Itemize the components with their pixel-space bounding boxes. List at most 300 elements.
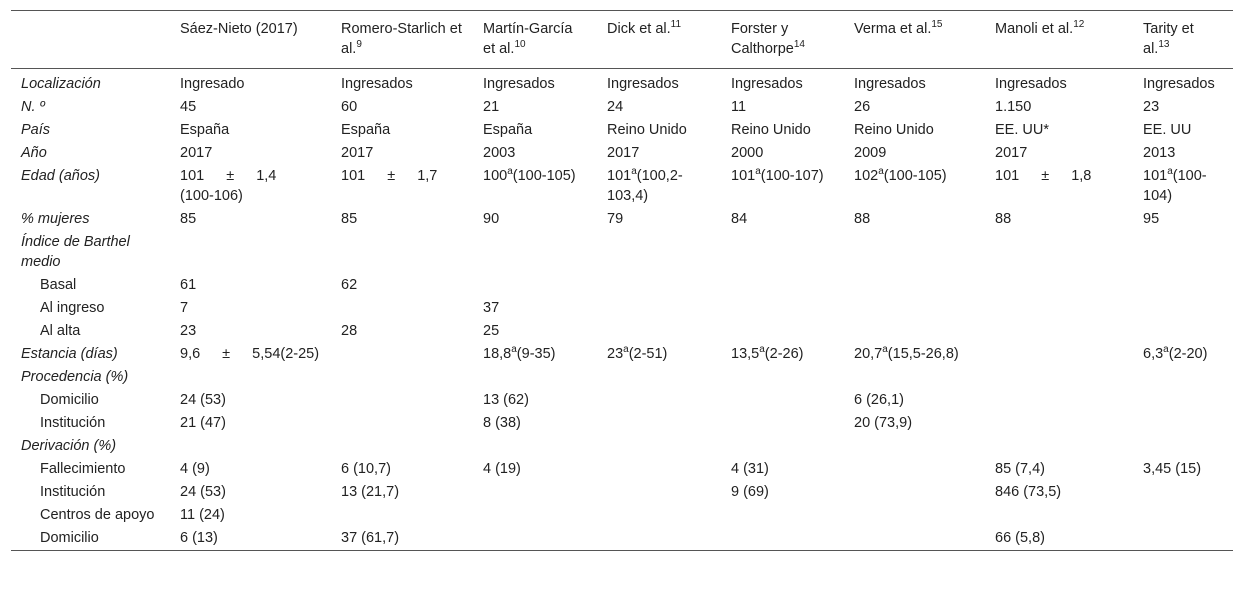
table-row <box>11 389 1233 412</box>
table-cell <box>1133 96 1233 119</box>
table-cell <box>331 231 473 274</box>
cell-value: 102 <box>854 168 879 184</box>
column-header-study-1 <box>170 11 331 69</box>
table-cell <box>331 165 473 208</box>
cell-value: Reino Unido <box>607 122 687 138</box>
cell-value: 37 <box>483 300 500 316</box>
table-cell <box>170 231 331 274</box>
reference-superscript: 15 <box>931 19 943 31</box>
table-cell <box>985 412 1133 435</box>
cell-value: 6 (10,7) <box>341 461 391 477</box>
table-row <box>11 297 1233 320</box>
table-cell <box>844 69 985 97</box>
cell-value: 13,5 <box>731 346 760 362</box>
table-cell <box>597 274 721 297</box>
reference-superscript: 12 <box>1073 19 1085 31</box>
table-cell <box>985 320 1133 343</box>
table-row <box>11 69 1233 97</box>
column-header-study-5 <box>721 11 844 69</box>
table-cell <box>721 458 844 481</box>
table-cell <box>597 69 721 97</box>
table-cell <box>597 504 721 527</box>
row-label: N. º <box>21 99 45 115</box>
table-cell <box>844 366 985 389</box>
column-header-study-6 <box>844 11 985 69</box>
table-cell <box>985 69 1133 97</box>
cell-value: 24 (53) <box>180 392 226 408</box>
cell-value: 85 <box>341 211 358 227</box>
table-cell <box>1133 366 1233 389</box>
row-label: Derivación (%) <box>21 438 117 454</box>
table-header <box>11 11 1233 69</box>
cell-value: Ingresados <box>607 76 679 92</box>
cell-range: (2-26) <box>764 346 804 362</box>
table-cell <box>597 389 721 412</box>
row-label: Procedencia (%) <box>21 369 129 385</box>
table-cell <box>473 297 597 320</box>
table-cell <box>597 343 721 366</box>
table-cell <box>473 208 597 231</box>
cell-range: (2-20) <box>1168 346 1208 362</box>
cell-value: 8 (38) <box>483 415 521 431</box>
table-cell <box>473 274 597 297</box>
table-cell <box>473 527 597 551</box>
cell-value: 2017 <box>180 145 213 161</box>
table-cell <box>597 119 721 142</box>
row-label: Localización <box>21 76 101 92</box>
row-label: % mujeres <box>21 211 90 227</box>
table-cell <box>721 481 844 504</box>
table-cell <box>597 208 721 231</box>
table-cell <box>844 297 985 320</box>
table-cell <box>721 165 844 208</box>
table-cell <box>170 297 331 320</box>
cell-value: 85 <box>180 211 197 227</box>
table-cell <box>985 481 1133 504</box>
column-header-text: Dick et al. <box>607 21 671 37</box>
table-row <box>11 412 1233 435</box>
table-cell <box>721 274 844 297</box>
table-cell <box>985 208 1133 231</box>
table-cell <box>844 504 985 527</box>
table-cell <box>331 96 473 119</box>
cell-value: 88 <box>854 211 871 227</box>
table-cell <box>473 96 597 119</box>
table-cell <box>985 504 1133 527</box>
reference-superscript: 10 <box>514 39 526 51</box>
cell-value: 4 (9) <box>180 461 210 477</box>
studies-comparison-table <box>11 10 1233 551</box>
cell-value: España <box>341 122 391 138</box>
table-cell <box>170 69 331 97</box>
table-cell <box>597 527 721 551</box>
row-label: Estancia (días) <box>21 346 118 362</box>
table-cell <box>597 165 721 208</box>
table-body <box>11 69 1233 551</box>
table-cell <box>721 343 844 366</box>
cell-value: España <box>483 122 533 138</box>
table-cell <box>985 527 1133 551</box>
cell-value: 21 (47) <box>180 415 226 431</box>
cell-value: EE. UU <box>1143 122 1192 138</box>
table-row <box>11 527 1233 551</box>
table-row <box>11 96 1233 119</box>
table-row <box>11 142 1233 165</box>
table-cell <box>1133 435 1233 458</box>
footnote-superscript: a <box>623 344 629 356</box>
cell-range: (9-35) <box>516 346 556 362</box>
table-cell <box>331 458 473 481</box>
cell-value: Ingresados <box>483 76 555 92</box>
cell-value: 2017 <box>607 145 640 161</box>
footnote-superscript: a <box>755 166 761 178</box>
table-cell <box>844 320 985 343</box>
table-cell <box>331 481 473 504</box>
column-header-study-4 <box>597 11 721 69</box>
column-header-text: Romero-Starlich et al. <box>341 21 462 57</box>
cell-value: 9,6 ± 5,54(2-25) <box>180 346 320 362</box>
table-cell <box>331 435 473 458</box>
cell-value: 84 <box>731 211 748 227</box>
cell-range: (100,2-103,4) <box>607 168 683 204</box>
cell-value: 61 <box>180 277 197 293</box>
row-sublabel: Al alta <box>40 323 81 339</box>
table-cell <box>721 96 844 119</box>
table-cell <box>597 96 721 119</box>
cell-value: 88 <box>995 211 1012 227</box>
row-label: País <box>21 122 51 138</box>
table-cell <box>1133 320 1233 343</box>
cell-value: Ingresados <box>341 76 413 92</box>
row-sublabel: Al ingreso <box>40 300 105 316</box>
table-cell <box>721 142 844 165</box>
table-cell <box>844 481 985 504</box>
cell-value: 90 <box>483 211 500 227</box>
cell-range: (100-105) <box>512 168 576 184</box>
cell-value: 79 <box>607 211 624 227</box>
table-cell <box>985 165 1133 208</box>
cell-value: 37 (61,7) <box>341 530 400 546</box>
cell-value: 2017 <box>995 145 1028 161</box>
table-cell <box>473 481 597 504</box>
table-cell <box>844 343 985 366</box>
table-row <box>11 343 1233 366</box>
row-sublabel: Basal <box>40 277 77 293</box>
cell-range: (100-104) <box>1143 168 1207 204</box>
cell-value: 2013 <box>1143 145 1176 161</box>
table-cell <box>1133 69 1233 97</box>
table-cell <box>597 366 721 389</box>
cell-value: 101 ± 1,7 <box>341 168 438 184</box>
cell-value: 13 (21,7) <box>341 484 400 500</box>
cell-value: 101 <box>607 168 632 184</box>
cell-value: 95 <box>1143 211 1160 227</box>
table-cell <box>331 504 473 527</box>
table-cell <box>473 458 597 481</box>
table-cell <box>170 435 331 458</box>
row-sublabel: Institución <box>40 484 106 500</box>
table-cell <box>170 504 331 527</box>
table-cell <box>721 504 844 527</box>
table-cell <box>331 69 473 97</box>
table-cell <box>473 320 597 343</box>
comparison-table-container <box>11 10 1233 551</box>
footnote-superscript: a <box>1163 344 1169 356</box>
table-cell <box>473 412 597 435</box>
column-header-text: Sáez-Nieto (2017) <box>180 21 298 37</box>
cell-value: 2017 <box>341 145 374 161</box>
table-cell <box>985 231 1133 274</box>
table-cell <box>721 231 844 274</box>
header-row <box>11 11 1233 69</box>
header-corner-cell <box>11 11 170 69</box>
table-cell <box>170 412 331 435</box>
cell-range: (100-107) <box>760 168 824 184</box>
cell-value: 7 <box>180 300 189 316</box>
table-cell <box>331 320 473 343</box>
table-cell <box>170 165 331 208</box>
column-header-text: Forster y Calthorpe <box>731 21 794 57</box>
footnote-superscript: a <box>1167 166 1173 178</box>
cell-value: 23 <box>607 346 624 362</box>
table-cell <box>844 208 985 231</box>
cell-value: 101 <box>731 168 756 184</box>
table-cell <box>721 389 844 412</box>
cell-value: 21 <box>483 99 500 115</box>
table-cell <box>1133 481 1233 504</box>
table-cell <box>331 343 473 366</box>
table-row <box>11 274 1233 297</box>
table-cell <box>985 274 1133 297</box>
table-cell <box>1133 389 1233 412</box>
table-cell <box>721 297 844 320</box>
table-cell <box>1133 231 1233 274</box>
table-cell <box>721 527 844 551</box>
table-cell <box>170 481 331 504</box>
table-row <box>11 458 1233 481</box>
cell-value: 6 (13) <box>180 530 218 546</box>
row-sublabel: Fallecimiento <box>40 461 126 477</box>
table-cell <box>170 458 331 481</box>
cell-value: Reino Unido <box>731 122 811 138</box>
table-row <box>11 165 1233 208</box>
column-header-study-8 <box>1133 11 1233 69</box>
reference-superscript: 9 <box>356 39 362 51</box>
table-cell <box>844 412 985 435</box>
table-cell <box>1133 208 1233 231</box>
table-cell <box>597 412 721 435</box>
table-cell <box>170 142 331 165</box>
table-cell <box>985 366 1133 389</box>
table-cell <box>844 389 985 412</box>
table-cell <box>170 320 331 343</box>
column-header-text: Verma et al. <box>854 21 932 37</box>
cell-value: Ingresados <box>1143 76 1215 92</box>
table-cell <box>170 343 331 366</box>
table-cell <box>985 142 1133 165</box>
cell-value: 101 ± 1,4 (100-106) <box>180 168 277 204</box>
cell-value: 62 <box>341 277 358 293</box>
cell-value: 23 <box>180 323 197 339</box>
cell-value: 6,3 <box>1143 346 1164 362</box>
footnote-superscript: a <box>631 166 637 178</box>
table-cell <box>721 208 844 231</box>
table-cell <box>1133 343 1233 366</box>
row-sublabel: Centros de apoyo <box>40 507 155 523</box>
row-label: Año <box>21 145 47 161</box>
column-header-text: Manoli et al. <box>995 21 1074 37</box>
cell-value: 2000 <box>731 145 764 161</box>
table-cell <box>721 435 844 458</box>
table-cell <box>721 119 844 142</box>
table-cell <box>721 320 844 343</box>
cell-value: 28 <box>341 323 358 339</box>
table-cell <box>331 366 473 389</box>
cell-value: 846 (73,5) <box>995 484 1062 500</box>
table-cell <box>844 527 985 551</box>
cell-value: EE. UU* <box>995 122 1049 138</box>
column-header-study-2 <box>331 11 473 69</box>
table-cell <box>844 435 985 458</box>
cell-value: 4 (19) <box>483 461 521 477</box>
cell-value: 2003 <box>483 145 516 161</box>
cell-value: 101 ± 1,8 <box>995 168 1092 184</box>
cell-value: Ingresados <box>731 76 803 92</box>
cell-value: 1.150 <box>995 99 1032 115</box>
table-cell <box>985 435 1133 458</box>
cell-value: 66 (5,8) <box>995 530 1045 546</box>
table-cell <box>473 165 597 208</box>
table-cell <box>170 119 331 142</box>
table-cell <box>170 96 331 119</box>
table-row <box>11 435 1233 458</box>
footnote-superscript: a <box>511 344 517 356</box>
table-cell <box>844 458 985 481</box>
cell-value: 60 <box>341 99 358 115</box>
table-cell <box>170 366 331 389</box>
footnote-superscript: a <box>882 344 888 356</box>
table-row <box>11 366 1233 389</box>
cell-value: 4 (31) <box>731 461 769 477</box>
table-cell <box>721 69 844 97</box>
table-cell <box>473 435 597 458</box>
row-sublabel: Institución <box>40 415 106 431</box>
table-cell <box>597 320 721 343</box>
table-cell <box>170 389 331 412</box>
table-cell <box>597 142 721 165</box>
cell-value: 13 (62) <box>483 392 529 408</box>
row-label: Índice de Barthel medio <box>21 234 130 270</box>
cell-value: Ingresados <box>854 76 926 92</box>
row-sublabel: Domicilio <box>40 530 99 546</box>
table-cell <box>597 297 721 320</box>
table-cell <box>473 119 597 142</box>
table-cell <box>597 458 721 481</box>
cell-value: 24 <box>607 99 624 115</box>
footnote-superscript: a <box>759 344 765 356</box>
table-cell <box>985 297 1133 320</box>
cell-value: 24 (53) <box>180 484 226 500</box>
cell-value: Ingresados <box>995 76 1067 92</box>
cell-value: 85 (7,4) <box>995 461 1045 477</box>
table-cell <box>597 481 721 504</box>
table-cell <box>473 389 597 412</box>
cell-value: 3,45 (15) <box>1143 461 1202 477</box>
table-cell <box>331 527 473 551</box>
cell-value: 25 <box>483 323 500 339</box>
table-cell <box>1133 119 1233 142</box>
table-cell <box>170 527 331 551</box>
cell-value: 23 <box>1143 99 1160 115</box>
cell-value: 11 (24) <box>180 507 225 523</box>
table-cell <box>473 504 597 527</box>
table-cell <box>331 412 473 435</box>
cell-value: 26 <box>854 99 871 115</box>
reference-superscript: 14 <box>793 39 805 51</box>
table-cell <box>844 274 985 297</box>
table-cell <box>721 366 844 389</box>
footnote-superscript: a <box>507 166 513 178</box>
table-cell <box>844 119 985 142</box>
table-cell <box>985 458 1133 481</box>
cell-value: 11 <box>731 99 747 115</box>
table-cell <box>331 274 473 297</box>
cell-range: (2-51) <box>628 346 668 362</box>
table-cell <box>721 412 844 435</box>
table-cell <box>473 231 597 274</box>
column-header-text: Tarity et al. <box>1143 21 1194 57</box>
column-header-study-3 <box>473 11 597 69</box>
table-cell <box>331 389 473 412</box>
table-cell <box>331 119 473 142</box>
table-cell <box>1133 504 1233 527</box>
table-row <box>11 208 1233 231</box>
table-cell <box>473 69 597 97</box>
cell-value: 101 <box>1143 168 1168 184</box>
table-cell <box>473 366 597 389</box>
table-cell <box>170 208 331 231</box>
cell-value: 2009 <box>854 145 887 161</box>
cell-value: 20 (73,9) <box>854 415 913 431</box>
footnote-superscript: a <box>878 166 884 178</box>
cell-value: Reino Unido <box>854 122 934 138</box>
table-cell <box>1133 297 1233 320</box>
table-cell <box>1133 274 1233 297</box>
column-header-text: Martín-García et al. <box>483 21 573 57</box>
table-cell <box>1133 165 1233 208</box>
table-cell <box>1133 527 1233 551</box>
cell-value: Ingresado <box>180 76 245 92</box>
table-cell <box>170 274 331 297</box>
table-row <box>11 481 1233 504</box>
column-header-study-7 <box>985 11 1133 69</box>
cell-value: 6 (26,1) <box>854 392 904 408</box>
table-cell <box>844 96 985 119</box>
cell-value: 18,8 <box>483 346 512 362</box>
cell-value: 45 <box>180 99 197 115</box>
table-cell <box>985 389 1133 412</box>
table-row <box>11 320 1233 343</box>
table-cell <box>597 435 721 458</box>
table-cell <box>597 231 721 274</box>
cell-value: España <box>180 122 230 138</box>
table-cell <box>985 119 1133 142</box>
table-cell <box>473 142 597 165</box>
table-cell <box>331 297 473 320</box>
table-cell <box>844 231 985 274</box>
table-cell <box>1133 458 1233 481</box>
table-cell <box>844 142 985 165</box>
